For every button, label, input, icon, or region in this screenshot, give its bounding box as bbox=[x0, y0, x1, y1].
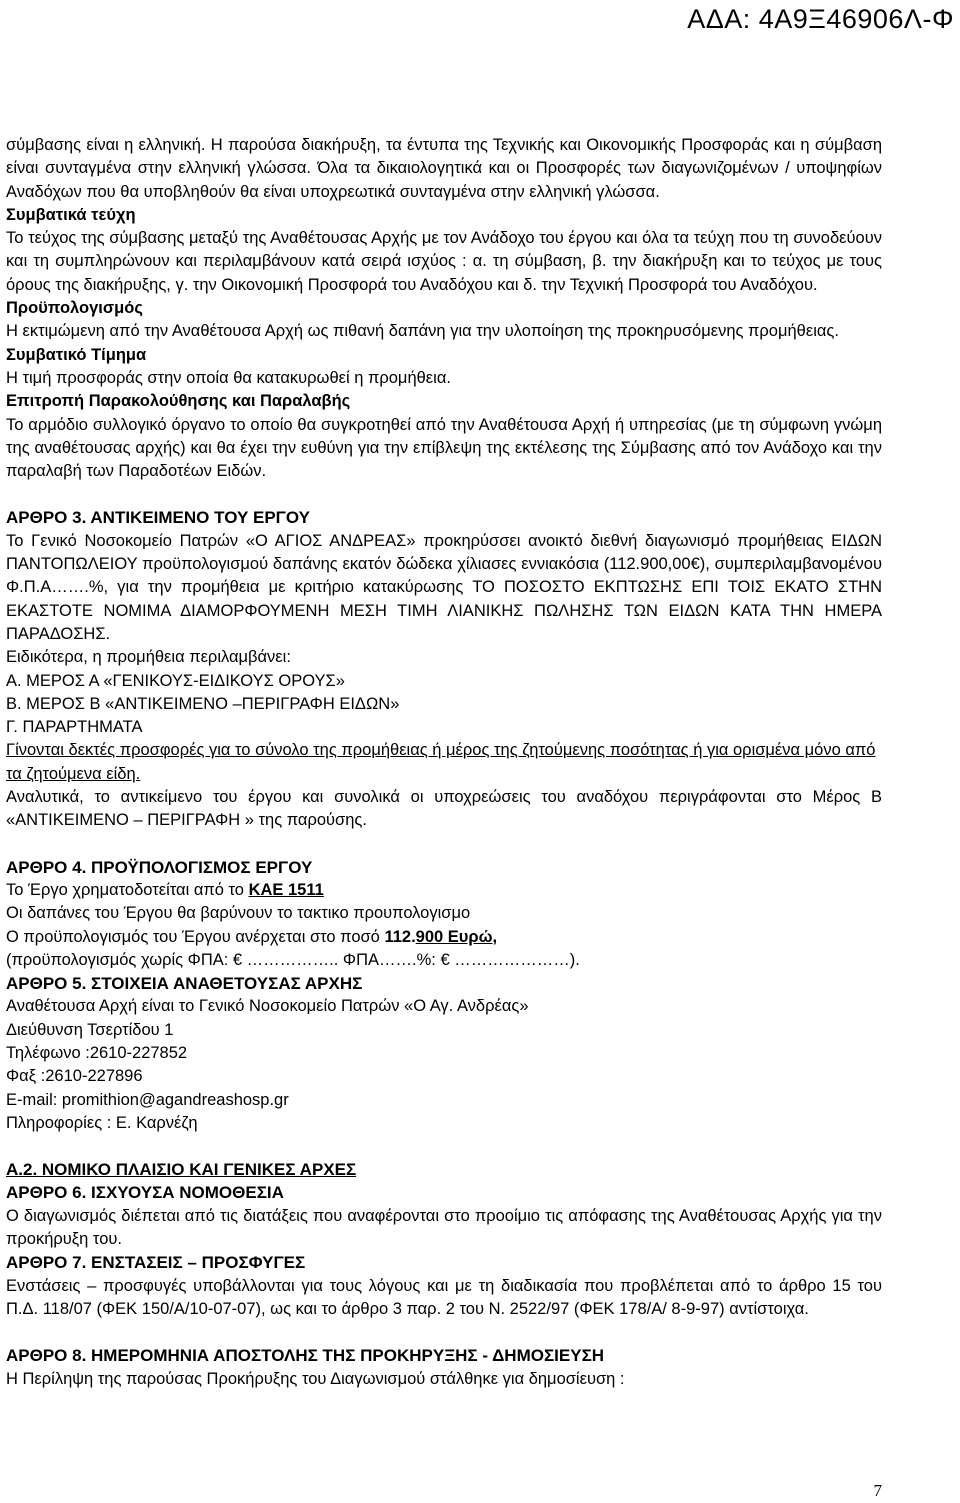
paragraph-symvatika-teuxi: Το τεύχος της σύμβασης μεταξύ της Αναθέτουσας Αρχής με τον Ανάδοχο του έργου και όλα τα τεύχη που τη συνοδεύουν και τη συμπληρώνουν και περιλαμβάνουν κατά σειρά ισχύος : α. τη σύμβαση, β. την διακήρυξη και το τεύχος με τους όρους της διακήρυξης, γ. την Οικονομική Προσφορά του Αναδόχου και δ. την Τεχνική Προσφορά του Αναδόχου. bbox=[6, 229, 882, 294]
article-5-title: ΑΡΘΡΟ 5. ΣΤΟΙΧΕΙΑ ΑΝΑΘΕΤΟΥΣΑΣ ΑΡΧΗΣ bbox=[6, 974, 363, 994]
article-4-line-3 bbox=[6, 926, 882, 949]
article-5-fax: Φαξ :2610-227896 bbox=[6, 1067, 143, 1086]
article-3-item-g: Γ. ΠΑΡΑΡΤΗΜΑΤΑ bbox=[6, 718, 143, 737]
article-7-paragraph: Ενστάσεις – προσφυγές υποβάλλονται για τους λόγους και με τη διαδικασία που προβλέπεται από το άρθρο 15 του Π.Δ. 118/07 (ΦΕΚ 150/Α/10-07-07), ως και το άρθρο 3 παρ. 2 του Ν. 2522/97 (ΦΕΚ 178/Α/ 8-9-97) αντίστοιχα. bbox=[6, 1276, 882, 1318]
budget-amount-part-2: 900 Ευρώ, bbox=[415, 927, 498, 946]
article-8-paragraph: Η Περίληψη της παρούσας Προκήρυξης του Διαγωνισμού στάλθηκε για δημοσίευση : bbox=[6, 1369, 625, 1388]
heading-epitropi: Επιτροπή Παρακολούθησης και Παραλαβής bbox=[6, 392, 351, 411]
paragraph-proypologismos: Η εκτιμώμενη από την Αναθέτουσα Αρχή ως πιθανή δαπάνη για την υλοποίηση της προκηρυσόμενης προμήθειας. bbox=[6, 322, 839, 341]
article-3-title: ΑΡΘΡΟ 3. ΑΝΤΙΚΕΙΜΕΝΟ ΤΟΥ ΕΡΓΟΥ bbox=[6, 508, 310, 528]
article-3-item-a: Α. ΜΕΡΟΣ Α «ΓΕΝΙΚΟΥΣ-ΕΙΔΙΚΟΥΣ ΟΡΟΥΣ» bbox=[6, 671, 345, 690]
page-number: 7 bbox=[873, 1481, 882, 1500]
paragraph-language: σύμβασης είναι η ελληνική. Η παρούσα διακήρυξη, τα έντυπα της Τεχνικής και Οικονομικής Προσφοράς και η σύμβαση είναι συνταγμένα στην ελληνική γλώσσα. Όλα τα δικαιολογητικά και οι Προσφορές των διαγωνιζομένων / υποψηφίων Αναδόχων που θα υποβληθούν θα είναι υποχρεωτικά συνταγμένα στην ελληνική γλώσσα. bbox=[6, 136, 882, 201]
heading-symvatiko-timima: Συμβατικό Τίμημα bbox=[6, 345, 147, 364]
article-6-paragraph: Ο διαγωνισμός διέπεται από τις διατάξεις που αναφέρονται στο προοίμιο τις απόφασης της Αναθέτουσας Αρχής για την προκήρυξη του. bbox=[6, 1206, 882, 1249]
article-3-paragraph-2: Ειδικότερα, η προμήθεια περιλαμβάνει: bbox=[6, 648, 291, 667]
article-5-address: Διεύθυνση Τσερτίδου 1 bbox=[6, 1020, 174, 1039]
ada-header: ΑΔΑ: 4Α9Ξ46906Λ-Φ bbox=[687, 4, 954, 34]
article-6-title: ΑΡΘΡΟ 6. ΙΣΧΥΟΥΣΑ ΝΟΜΟΘΕΣΙΑ bbox=[6, 1183, 284, 1203]
article-3-item-b: Β. ΜΕΡΟΣ Β «ΑΝΤΙΚΕΙΜΕΝΟ –ΠΕΡΙΓΡΑΦΗ ΕΙΔΩΝ» bbox=[6, 694, 400, 713]
article-4-title: ΑΡΘΡΟ 4. ΠΡΟΫΠΟΛΟΓΙΣΜΟΣ ΕΡΓΟΥ bbox=[6, 857, 313, 877]
article-3-paragraph-1: Το Γενικό Νοσοκομείο Πατρών «Ο ΑΓΙΟΣ ΑΝΔΡΕΑΣ» προκηρύσσει ανοικτό διεθνή διαγωνισμό προμήθειας ΕΙΔΩΝ ΠΑΝΤΟΠΩΛΕΙΟΥ προϋπολογισμού δαπάνης εκατόν δώδεκα χίλιασες εννιακόσια (112.900,00€), συμπεριλαμβανομένου Φ.Π.Α…….%, για την προμήθεια με κριτήριο κατακύρωσης ΤΟ ΠΟΣΟΣΤΟ ΕΚΠΤΩΣΗΣ ΕΠΙ ΤΟΙΣ ΕΚΑΤΟ ΣΤΗΝ ΕΚΑΣΤΟΤΕ ΝΟΜΙΜΑ ΔΙΑΜΟΡΦΟΥΜΕΝΗ ΜΕΣΗ ΤΙΜΗ ΛΙΑΝΙΚΗΣ ΠΩΛΗΣΗΣ ΤΩΝ ΕΙΔΩΝ ΚΑΤΑ ΤΗΝ ΗΜΕΡΑ ΠΑΡΑΔΟΣΗΣ. bbox=[6, 531, 882, 643]
article-4-line-2: Οι δαπάνες του Έργου θα βαρύνουν το τακτικο προυπολογισμο bbox=[6, 904, 471, 923]
article-3-paragraph-4: Αναλυτικά, το αντικείμενο του έργου και συνολικά οι υποχρεώσεις του αναδόχου περιγράφονται στο Μέρος Β «ΑΝΤΙΚΕΙΜΕΝΟ – ΠΕΡΙΓΡΑΦΗ » της παρούσης. bbox=[6, 788, 882, 830]
article-7-title: ΑΡΘΡΟ 7. ΕΝΣΤΑΣΕΙΣ – ΠΡΟΣΦΥΓΕΣ bbox=[6, 1253, 306, 1273]
document-body bbox=[6, 134, 882, 1391]
article-8-title: ΑΡΘΡΟ 8. ΗΜΕΡΟΜΗΝΙΑ ΑΠΟΣΤΟΛΗΣ ΤΗΣ ΠΡΟΚΗΡΥΞΗΣ - ΔΗΜΟΣΙΕΥΣΗ bbox=[6, 1346, 605, 1366]
budget-amount-part-1: 112. bbox=[384, 927, 416, 946]
article-5-phone: Τηλέφωνο :2610-227852 bbox=[6, 1043, 188, 1062]
article-5-email: E-mail: promithion@agandreashosp.gr bbox=[6, 1090, 289, 1109]
article-3-paragraph-3: Γίνονται δεκτές προσφορές για το σύνολο της προμήθειας ή μέρος της ζητούμενης ποσότητας ή για ορισμένα μόνο από τα ζητούμενα είδη. bbox=[6, 741, 876, 783]
article-4-line-1 bbox=[6, 879, 882, 902]
heading-proypologismos: Προϋπολογισμός bbox=[6, 299, 143, 318]
article-5-line-1: Αναθέτουσα Αρχή είναι το Γενικό Νοσοκομείο Πατρών «Ο Αγ. Ανδρέας» bbox=[6, 997, 529, 1016]
article-4-line-4: (προϋπολογισμός χωρίς ΦΠΑ: € …………….. ΦΠΑ…….%: € …………………). bbox=[6, 950, 580, 969]
paragraph-epitropi: Το αρμόδιο συλλογικό όργανο το οποίο θα συγκροτηθεί από την Αναθέτουσα Αρχή ή υπηρεσίας (με τη σύμφωνη γνώμη της αναθέτουσας αρχής) και θα έχει την ευθύνη για την επίβλεψη της εκτέλεσης της Σύμβασης από τον Ανάδοχο και την παραλαβή των Παραδοτέων Ειδών. bbox=[6, 415, 882, 481]
article-4-line-3-text: Ο προϋπολογισμός του Έργου ανέρχεται στο ποσό bbox=[6, 927, 385, 946]
section-a2-title: Α.2. ΝΟΜΙΚΟ ΠΛΑΙΣΙΟ ΚΑΙ ΓΕΝΙΚΕΣ ΑΡΧΕΣ bbox=[6, 1160, 357, 1180]
heading-symvatika-teuxi: Συμβατικά τεύχη bbox=[6, 205, 136, 224]
article-4-line-1-text: Το Έργο χρηματοδοτείται από το bbox=[6, 880, 249, 899]
kae-code: ΚΑΕ 1511 bbox=[248, 880, 324, 899]
paragraph-symvatiko-timima: Η τιμή προσφοράς στην οποία θα κατακυρωθεί η προμήθεια. bbox=[6, 368, 451, 387]
article-5-info: Πληροφορίες : Ε. Καρνέζη bbox=[6, 1113, 198, 1132]
